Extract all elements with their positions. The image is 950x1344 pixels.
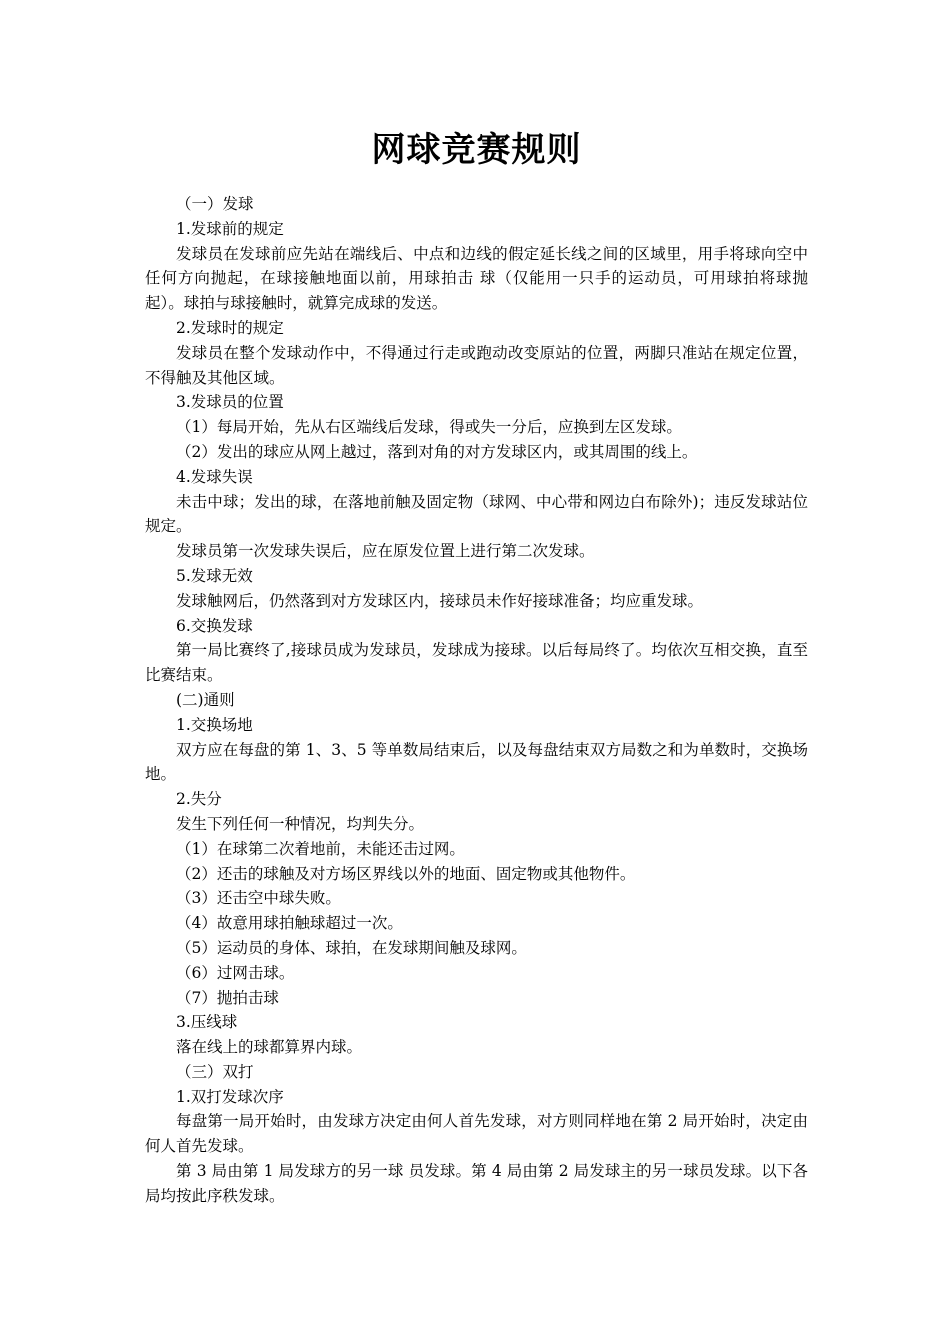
paragraph: 3.发球员的位置: [176, 393, 284, 412]
paragraph: 发球员第一次发球失误后，应在原发位置上进行第二次发球。: [176, 542, 595, 561]
paragraph: 4.发球失误: [176, 467, 253, 486]
paragraph: （3）还击空中球失败。: [176, 889, 341, 908]
paragraph: 5.发球无效: [176, 566, 253, 585]
page-title: 网球竞赛规则: [371, 130, 582, 170]
paragraph: 第一局比赛终了,接球员成为发球员，发球成为接球。以后每局终了。均依次互相交换，直至比赛结束。: [145, 641, 808, 685]
paragraph: （7）抛拍击球: [176, 988, 279, 1007]
paragraph: 发生下列任何一种情况，均判失分。: [176, 814, 425, 833]
paragraph: （三）双打: [176, 1062, 254, 1081]
paragraph: （2）发出的球应从网上越过，落到对角的对方发球区内，或其周围的线上。: [176, 442, 698, 461]
paragraph: 每盘第一局开始时，由发球方决定由何人首先发球，对方则同样地在第 2 局开始时，决定由何人首先发球。: [145, 1112, 808, 1156]
paragraph: （5）运动员的身体、球拍，在发球期间触及球网。: [176, 938, 527, 957]
paragraph: 3.压线球: [176, 1013, 238, 1032]
paragraph: 落在线上的球都算界内球。: [176, 1038, 363, 1057]
paragraph: （一）发球: [176, 195, 254, 213]
paragraph: （1）每局开始，先从右区端线后发球，得或失一分后，应换到左区发球。: [176, 418, 682, 437]
paragraph: （1）在球第二次着地前，未能还击过网。: [176, 839, 465, 858]
paragraph: 1.发球前的规定: [176, 219, 284, 238]
paragraph: (二)通则: [176, 690, 235, 709]
paragraph: 2.失分: [176, 790, 222, 809]
paragraph: 第 3 局由第 1 局发球方的另一球 员发球。第 4 局由第 2 局发球主的另一球员发球。以下各局均按此序秩发球。: [145, 1162, 808, 1205]
paragraph: 6.交换发球: [176, 616, 253, 635]
paragraph: 双方应在每盘的第 1、3、5 等单数局结束后，以及每盘结束双方局数之和为单数时，交换场地。: [145, 740, 808, 784]
paragraph: 发球员在整个发球动作中，不得通过行走或跑动改变原站的位置，两脚只准站在规定位置，不得触及其他区域。: [145, 343, 808, 387]
paragraph: （2）还击的球触及对方场区界线以外的地面、固定物或其他物件。: [176, 864, 636, 883]
paragraph: 发球员在发球前应先站在端线后、中点和边线的假定延长线之间的区域里，用手将球向空中任何方向抛起，在球接触地面以前，用球拍击 球（仅能用一只手的运动员，可用球拍将球抛起）。球拍与球接触时，就算完成球的发送。: [145, 244, 808, 313]
paragraph: 1.双打发球次序: [176, 1087, 284, 1106]
paragraph: （6）过网击球。: [176, 963, 295, 982]
paragraph: 1.交换场地: [176, 715, 253, 734]
paragraph: 未击中球；发出的球，在落地前触及固定物（球网、中心带和网边白布除外)；违反发球站位规定。: [145, 492, 808, 536]
paragraph: 2.发球时的规定: [176, 318, 284, 337]
document-body: [145, 192, 808, 1209]
paragraph: 发球触网后，仍然落到对方发球区内，接球员未作好接球准备；均应重发球。: [176, 591, 704, 610]
paragraph: （4）故意用球拍触球超过一次。: [176, 914, 403, 933]
